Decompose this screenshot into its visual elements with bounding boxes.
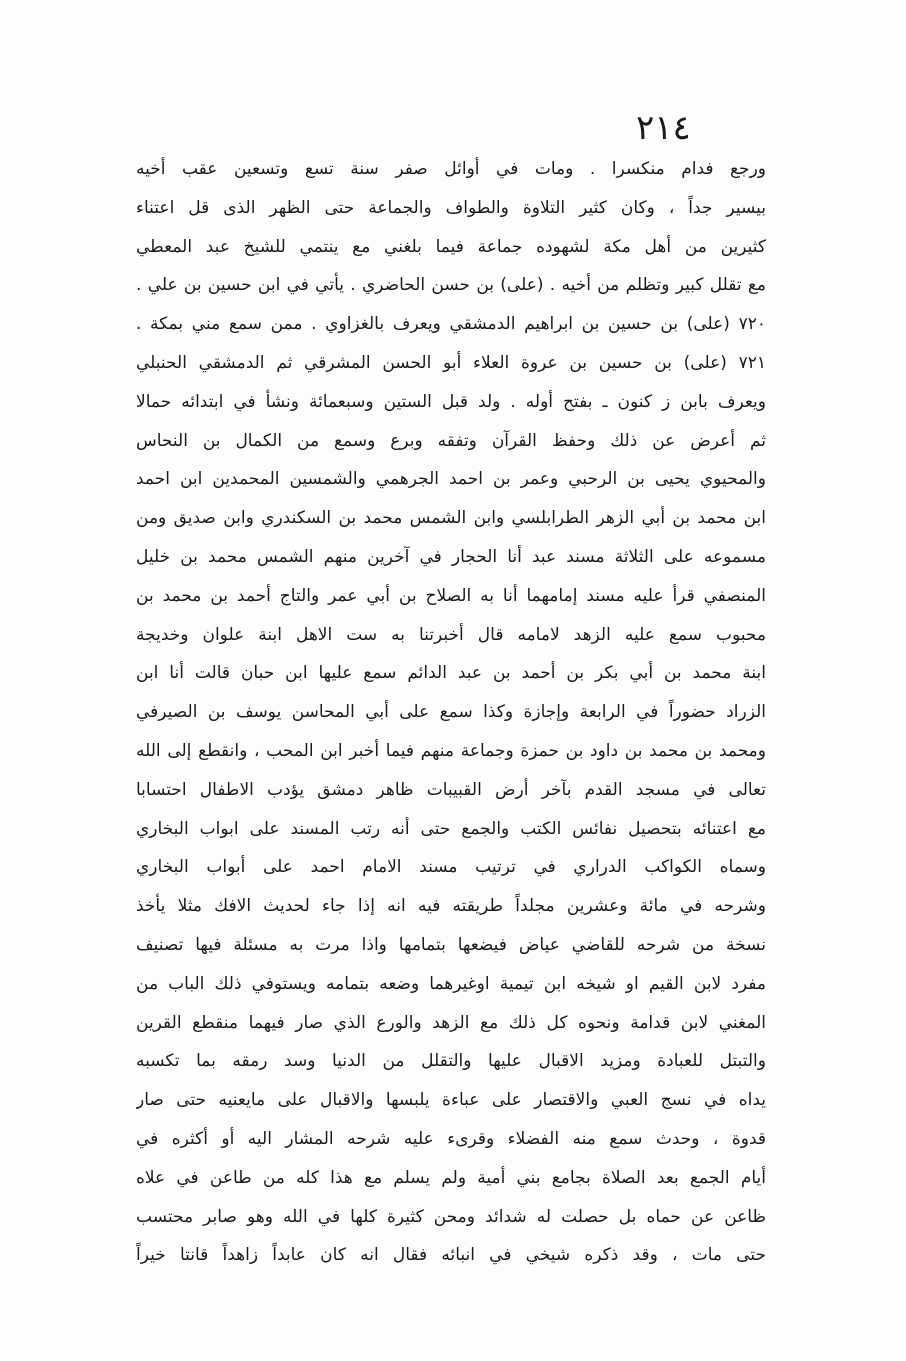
text-line: ثم أعرض عن ذلك وحفظ القرآن وتفقه وبرع وسمع من الكمال بن النحاس bbox=[136, 430, 766, 451]
text-line: محبوب سمع عليه الزهد لامامه قال أخبرتنا به ست الاهل ابنة علوان وخديجة bbox=[136, 624, 766, 645]
text-line: نسخة من شرحه للقاضي عياض فيضعها بتمامها واذا مرت به مسئلة فيها تصنيف bbox=[136, 934, 766, 955]
text-line: أيام الجمع بعد الصلاة بجامع بني أمية ولم يسلم مع هذا كله من طاعن في علاه bbox=[136, 1167, 766, 1188]
text-line: ابنة محمد بن أبي بكر بن أحمد بن عبد الدائم سمع عليها ابن حبان قالت أنا ابن bbox=[136, 663, 766, 684]
text-line: ومحمد بن محمد بن داود بن حمزة وجماعة منهم فيما أخبر ابن المحب ، وانقطع إلى الله bbox=[136, 740, 766, 761]
text-line: بيسير جداً ، وكان كثير التلاوة والطواف والجماعة حتى الظهر الذى قل اعتناء bbox=[136, 197, 766, 218]
entry-721: ٧٢١ (على) بن حسين بن عروة العلاء أبو الحسن المشرقي ثم الدمشقي الحنبلي bbox=[136, 352, 766, 373]
text-line: والمحيوي يحيى بن الرحبي وعمر بن احمد الجرهمي والشمسين المحمدين ابن احمد bbox=[136, 469, 766, 490]
text-line: ظاعن عن حماه بل حصلت له شدائد ومحن كثيرة كلها في الله وهو صابر محتسب bbox=[136, 1206, 766, 1227]
text-line: وشرحه في مائة وعشرين مجلداً طريقته فيه انه إذا جاء لحديث الافك مثلا يأخذ bbox=[136, 896, 766, 917]
text-line: مفرد لابن القيم او شيخه ابن تيمية اوغيرهما وضعه بتمامه ويستوفي ذلك الباب من bbox=[136, 973, 766, 994]
text-line: مع اعتنائه بتحصيل نفائس الكتب والجمع حتى أنه رتب المسند على ابواب البخاري bbox=[136, 818, 766, 839]
text-line: وسماه الكواكب الدراري في ترتيب مسند الامام احمد على أبواب البخاري bbox=[136, 857, 766, 878]
text-line: ويعرف بابن ز كنون ـ بفتح أوله . ولد قبل الستين وسبعمائة ونشأ في ابتدائه حمالا bbox=[136, 391, 766, 412]
text-line: الزراد حضوراً في الرابعة وإجازة وكذا سمع على أبي المحاسن يوسف بن الصيرفي bbox=[136, 702, 766, 723]
text-line: ورجع فدام منكسرا . ومات في أوائل صفر سنة تسع وتسعين عقب أخيه bbox=[136, 159, 766, 179]
text-line: والتبتل للعبادة ومزيد الاقبال عليها والتقلل من الدنيا وسد رمقه بما تكسبه bbox=[136, 1051, 766, 1072]
text-line: قدوة ، وحدث سمع منه الفضلاء وقرىء عليه شرحه المشار اليه أو أكثره في bbox=[136, 1128, 766, 1149]
page-number: ٢١٤ bbox=[636, 108, 691, 148]
body-text bbox=[136, 150, 766, 1275]
entry-720: ٧٢٠ (على) بن حسين بن ابراهيم الدمشقي ويعرف بالغزاوي . ممن سمع مني بمكة . bbox=[136, 314, 766, 335]
text-line: مع تقلل كبير وتظلم من أخيه . (على) بن حسن الحاضري . يأتي في ابن حسين بن علي . bbox=[136, 275, 766, 296]
text-line: مسموعه على الثلاثة مسند عبد أنا الحجار في آخرين منهم الشمس محمد بن خليل bbox=[136, 546, 766, 567]
text-line: المنصفي قرأ عليه مسند إمامهما أنا به الصلاح بن أبي عمر والتاج أحمد بن محمد بن bbox=[136, 585, 766, 606]
text-line: تعالى في مسجد القدم بآخر أرض القبيبات ظاهر دمشق يؤدب الاطفال احتسابا bbox=[136, 779, 766, 800]
text-line: ابن محمد بن أبي الزهر الطرابلسي وابن الشمس محمد بن السكندري وابن صديق ومن bbox=[136, 508, 766, 529]
text-line: كثيرين من أهل مكة لشهوده جماعة فيما بلغني مع ينتمي للشيخ عبد المعطي bbox=[136, 236, 766, 257]
text-line: المغني لابن قدامة ونحوه كل ذلك مع الزهد والورع الذي صار فيهما منقطع القرين bbox=[136, 1012, 766, 1033]
text-line: يداه في نسج العبي والاقتصار على عباءة يلبسها والاقبال على مايعنيه حتى صار bbox=[136, 1090, 766, 1111]
text-line: حتى مات ، وقد ذكره شيخي في انبائه فقال انه كان عابداً زاهداً قانتا خيراً bbox=[136, 1245, 766, 1266]
